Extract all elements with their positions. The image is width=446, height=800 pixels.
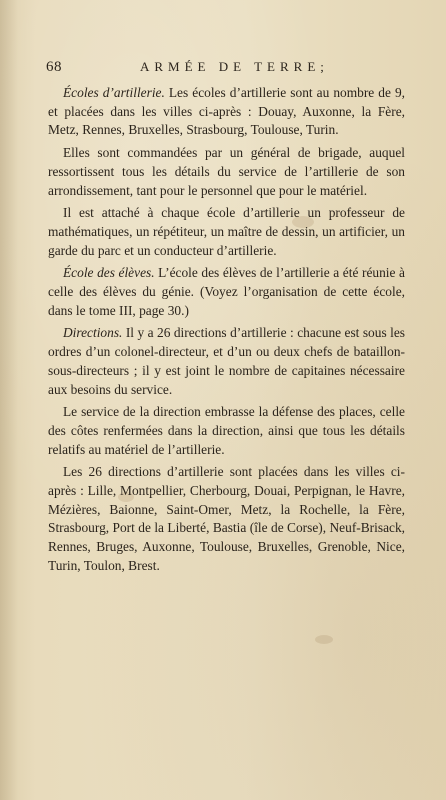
- paper-stain: [315, 635, 333, 644]
- paragraph-text: Les 26 directions d’artillerie sont placées dans les villes ci-après : Lille, Montpellier, Cherbourg, Douai, Perpignan, le Havre, Mézières, Baionne, Saint-Omer, Metz, la Rochelle, la Fère, Strasbourg, Port de la Liberté, Bastia (île de Corse), Neuf-Brisack, Rennes, Bruges, Auxonne, Toulouse, Bruxelles, Grenoble, Nice, Turin, Toulon, Brest.: [48, 464, 405, 573]
- paragraph-text: Les écoles d’artillerie sont au nombre de 9, et placées dans les villes ci-après : Douay, Auxonne, la Fère, Metz, Rennes, Bruxelles, Strasbourg, Toulouse, Turin.: [48, 85, 405, 138]
- section-heading: Écoles d’artillerie.: [63, 85, 165, 100]
- paragraph-text: Il est attaché à chaque école d’artillerie un professeur de mathématiques, un répétiteur, un maître de dessin, un artificier, un garde du parc et un conducteur d’artillerie.: [48, 205, 405, 258]
- running-head: ARMÉE DE TERRE;: [140, 59, 329, 74]
- binding-shadow: [0, 0, 18, 800]
- page-header: [46, 59, 406, 83]
- main-text: [48, 84, 405, 580]
- paragraph-text: L’école des élèves de l’artillerie a été réunie à celle des élèves du génie. (Voyez l’organisation de cette école, dans le tome III, page 30.): [48, 265, 405, 318]
- paragraph-text: Le service de la direction embrasse la défense des places, celle des côtes renfermées dans la direction, ainsi que tous les détails relatifs au matériel de l’artillerie.: [48, 404, 405, 457]
- section-heading: École des élèves.: [63, 265, 155, 281]
- paragraph-commandement: [48, 144, 405, 200]
- paragraph-service-direction: [48, 403, 405, 459]
- paragraph-directions: [48, 324, 405, 399]
- paragraph-text: Il y a 26 directions d’artillerie : chacune est sous les ordres d’un colonel-directeur, et d’un ou deux chefs de bataillon-sous-directeurs ; il y est joint le nombre de capitaines nécessaire aux besoins du service.: [48, 325, 405, 397]
- section-heading: Directions.: [63, 325, 123, 341]
- paragraph-ecoles-artillerie: [48, 84, 405, 140]
- paragraph-ecole-eleves: [48, 264, 405, 320]
- paragraph-text: Elles sont commandées par un général de brigade, auquel ressortissent tous les détails du service de l’artillerie de son arrondissement, tant pour le personnel que pour le matériel.: [48, 145, 405, 198]
- paragraph-personnel-ecole: [48, 204, 405, 260]
- page-number: 68: [46, 59, 62, 75]
- paragraph-liste-directions: [48, 463, 405, 575]
